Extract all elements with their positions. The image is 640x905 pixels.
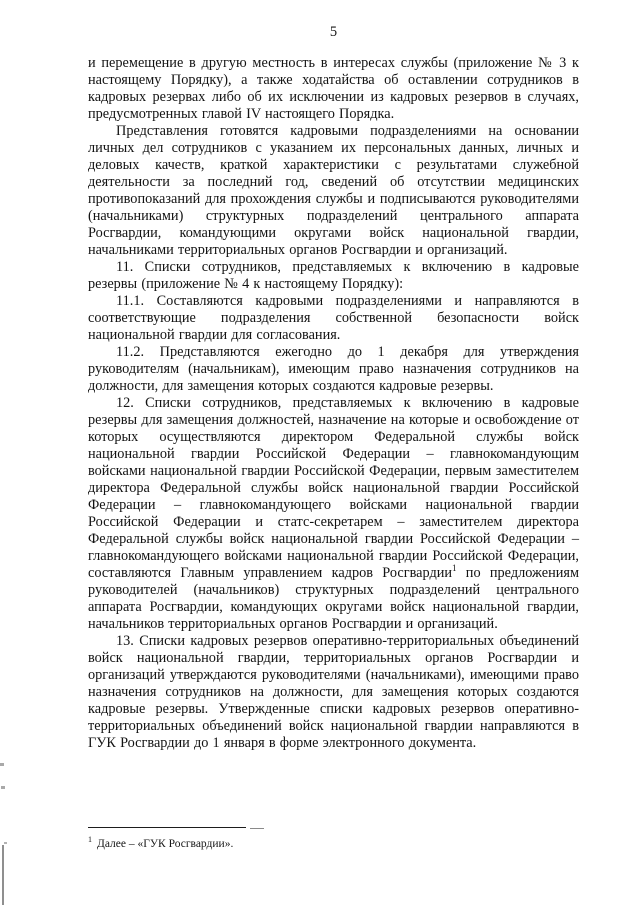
footnote-ref-1: 1: [452, 563, 457, 574]
footnote-text: Далее – «ГУК Росгвардии».: [97, 838, 234, 850]
paragraph-item-11-2: 11.2. Представляются ежегодно до 1 декабря для утверждения руководителям (начальникам), имеющим право назначения сотрудников на должности, для замещения которых создаются кадровые резервы.: [88, 344, 579, 394]
document-body: [88, 55, 579, 752]
scan-artifact-vertical-line: [2, 845, 4, 905]
scan-artifact-dash: [0, 763, 4, 766]
paragraph-item-11-1: 11.1. Составляются кадровыми подразделениями и направляются в соответствующие подразделения собственной безопасности войск национальной гвардии для согласования.: [88, 293, 579, 343]
paragraph-item-12-text: 12. Списки сотрудников, представляемых к включению в кадровые резервы для замещения должностей, назначение на которые и освобождение от которых осуществляются директором Федеральной службы войск национальной гвардии Российской Федерации – главнокомандующим войсками национальной гвардии Российской Федерации, первым заместителем директора Федеральной службы войск национальной гвардии Российской Федерации – главнокомандующего войсками национальной гвардии Российской Федерации и статс-секретарем – заместителем директора Федеральной службы войск национальной гвардии Российской Федерации – главнокомандующего войсками национальной гвардии Российской Федерации, составляются Главным управлением кадров Росгвардии: [88, 395, 579, 581]
footnote-divider: [88, 827, 246, 828]
paragraph-continuation: и перемещение в другую местность в интересах службы (приложение № 3 к настоящему Порядку), а также ходатайства об оставлении сотрудников в кадровых резервах либо об их исключении из кадровых резервов в случаях, предусмотренных главой IV настоящего Порядка.: [88, 55, 579, 122]
paragraph-representations: Представления готовятся кадровыми подразделениями на основании личных дел сотрудников с указанием их персональных данных, личных и деловых качеств, краткой характеристики с результатами служебной деятельности за последний год, сведений об отсутствии медицинских противопоказаний для прохождения службы и подписываются руководителями (начальниками) структурных подразделений центрального аппарата Росгвардии, командующими округами войск национальной гвардии, начальниками территориальных органов Росгвардии и организаций.: [88, 123, 579, 258]
paragraph-item-11: 11. Списки сотрудников, представляемых к включению в кадровые резервы (приложение № 4 к настоящему Порядку):: [88, 259, 579, 292]
footnote: [88, 835, 548, 850]
paragraph-item-13: 13. Списки кадровых резервов оперативно-территориальных объединений войск национальной гвардии, территориальных органов Росгвардии и организаций утверждаются руководителями (начальниками), имеющими право назначения сотрудников на должности, для замещения которых создаются кадровые резервы. Утвержденные списки кадровых резервов оперативно-территориальных объединений войск национальной гвардии направляются в ГУК Росгвардии до 1 января в форме электронного документа.: [88, 633, 579, 751]
page-number: 5: [329, 24, 338, 40]
footnote-marker: 1: [88, 835, 92, 845]
scan-artifact-dot: [4, 842, 7, 844]
paragraph-item-12: [88, 395, 579, 633]
scan-artifact-dash: [1, 786, 5, 789]
footnote-divider-smudge: [250, 828, 264, 829]
paragraph-item-12-text-after-ref: по предложениям руководителей (начальников) структурных подразделений центрального аппарата Росгвардии, командующих округами войск национальной гвардии, начальников территориальных органов Росгвардии и организаций.: [88, 565, 579, 632]
